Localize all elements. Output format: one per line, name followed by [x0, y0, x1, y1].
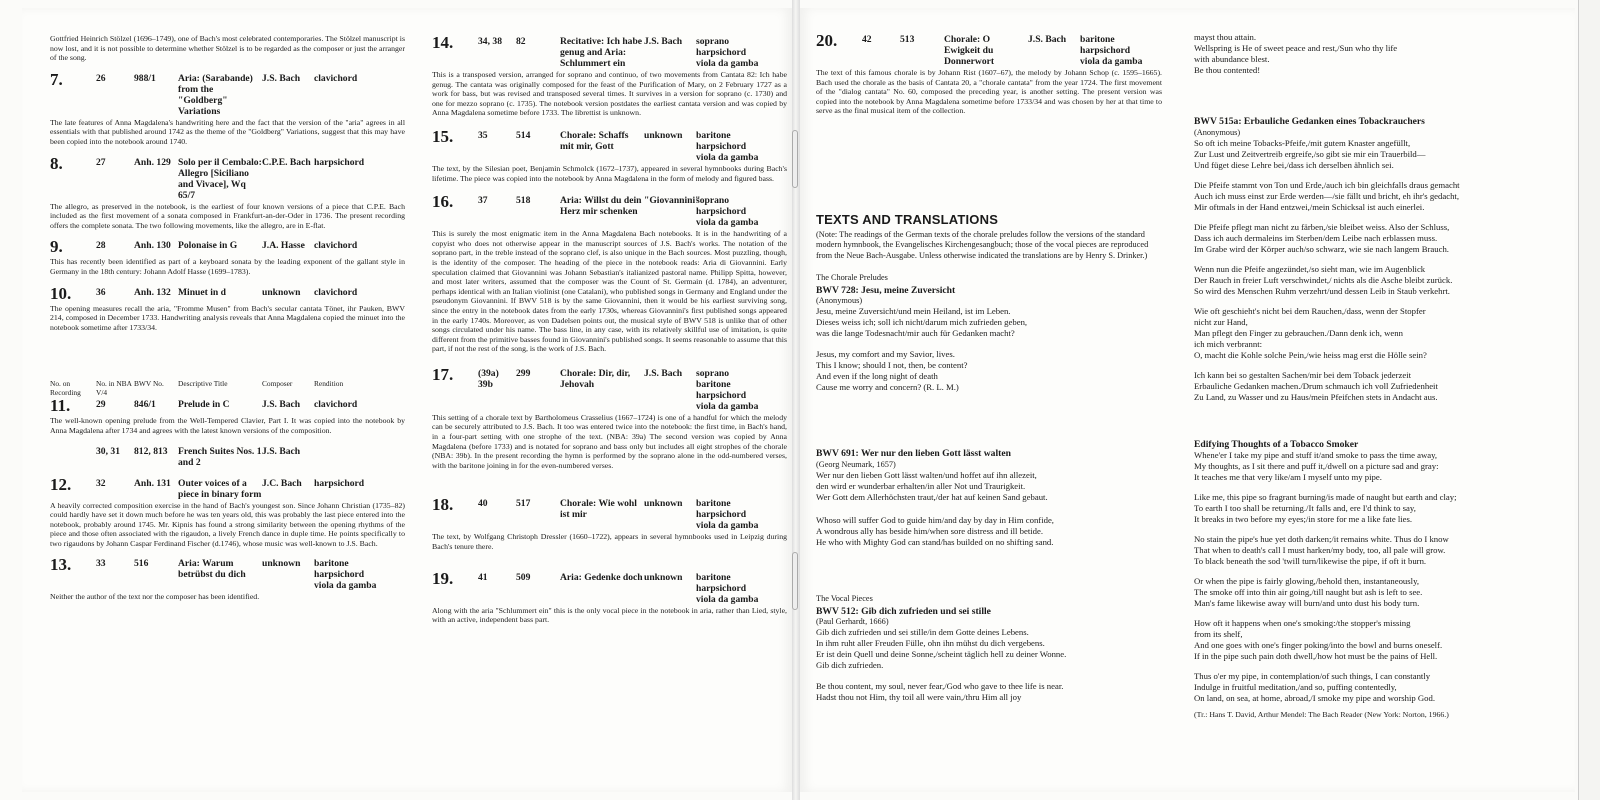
- entry-description: A heavily corrected composition exercise in the hand of Bach's youngest son. Since Johann Christian (1735–82) could hardly have set it down much before he was ten years old, this was probably the last piece entered into the notebook, probably around 1745. Mr. Kipnis has found a strong similarity between the opening rhythms of the piece and those often associated with the rigaudon, a lively French dance in duple time. He points specifically to two rigaudons by Johann Caspar Ferdinand Fischer (d.1746), whose music was well-known to J.S. Bach.: [50, 500, 405, 548]
- track-number: 9.: [50, 237, 63, 257]
- track-entry: [432, 366, 787, 471]
- entry-header: [50, 444, 405, 468]
- nba-number: 33: [96, 558, 106, 570]
- rendition: clavichord: [314, 286, 358, 298]
- texts-note: (Note: The readings of the German texts of the chorale preludes follow the versions of the standard modern hymnbook, the Evangelisches Kirchengesangbuch; those of the vocal pieces are reproduced from the Neue Bach-Ausgabe. Unless otherwise indicated the translations are by Henry S. Drinker.): [816, 229, 1149, 260]
- bwv728-english: Jesus, my comfort and my Savior, lives. This I know; should I not, then, be content? And even if the long night of death Cause me worry and concern? (R. L. M.): [816, 349, 968, 393]
- english-stanza: Or when the pipe is fairly glowing,/behold then, instantaneously, The smoke off into thin air going,/till naught but ash is left to see. Man's fame likewise away will burn/and unto dust his body turn.: [1194, 576, 1423, 608]
- staple-bottom: [792, 552, 798, 610]
- composer: J.S. Bach: [262, 72, 301, 84]
- left-page: [22, 8, 792, 792]
- entry-description: The well-known opening prelude from the Well-Tempered Clavier, Part I. It was copied into the notebook by Anna Magdalena after 1734 and agrees with the latest known versions of the composition.: [50, 416, 405, 435]
- entry-description: The text, by Wolfgang Christoph Dressler (1660–1722), appears in several hymnbooks used in Leipzig during Bach's tenure there.: [432, 532, 787, 552]
- nba-number: 36: [96, 286, 106, 298]
- entry-header: [432, 366, 787, 412]
- rendition: [314, 444, 404, 446]
- column-1: [50, 8, 405, 788]
- nba-number: 27: [96, 156, 106, 168]
- bwv-number: Anh. 132: [134, 286, 171, 298]
- composer: J.S. Bach: [262, 445, 301, 457]
- track-entry: [432, 570, 787, 625]
- bwv-number: 518: [516, 195, 531, 207]
- bwv-number: Anh. 130: [134, 240, 171, 252]
- bwv-number: 846/1: [134, 399, 156, 411]
- piece-title: Chorale: Dir, dir, Jehovah: [560, 367, 631, 390]
- rendition: soprano harpsichord viola da gamba: [696, 36, 759, 69]
- track-number: 13.: [50, 555, 72, 575]
- track-entry: [50, 476, 405, 549]
- entry-header: [50, 155, 405, 201]
- german-stanza: Die Pfeife stammt von Ton und Erde,/auch ich bin gleichfalls draus gemacht Auch ich muss einst zur Erde werden—/sie fällt und bricht, eh ihr's gedacht, Mir oftmals in der Hand entzwei,/mein Schicksal ist auch einerlei.: [1194, 179, 1460, 212]
- rendition: clavichord: [314, 399, 358, 411]
- bwv-number: 513: [900, 34, 915, 45]
- entry-header: [50, 556, 405, 591]
- bwv728-german: Jesu, meine Zuversicht/und mein Heiland, ist im Leben. Dieses weiss ich; soll ich nicht/darum mich zufrieden geben, was die lange Todesnacht/mir auch für Gedanken macht?: [816, 306, 1028, 339]
- track-entry: [816, 32, 1162, 116]
- nba-number: 34, 38: [478, 36, 502, 47]
- english-stanza: Whene'er I take my pipe and stuff it/and smoke to pass the time away, My thoughts, as I sit there and puff it,/dwell on a picture sad and gray: It teaches me that very like/am I myself unto my pipe.: [1194, 450, 1439, 482]
- bwv515a-title: BWV 515a: Erbauliche Gedanken eines Tobackrauchers: [1194, 116, 1425, 127]
- bwv512-german: Gib dich zufrieden und sei stille/in dem Gotte deines Lebens. In ihm ruht aller Freuden Fülle, ohn ihn mühst du dich vergebens. Er ist dein Quell und deine Sonne,/scheint täglich hell zu deiner Wonne. Gib dich zufrieden.: [816, 627, 1067, 671]
- entry-header: [432, 128, 787, 163]
- track-number: 7.: [50, 69, 63, 89]
- track-number: 12.: [50, 474, 72, 494]
- translation-credit: (Tr.: Hans T. David, Arthur Mendel: The Bach Reader (New York: Norton, 1966.): [1194, 710, 1449, 719]
- german-stanza: Die Pfeife pflegt man nicht zu färben,/sie bleibet weiss. Also der Schluss, Dass ich auch dermaleins im Sterben/dem Leibe nach erblassen muss. Im Grabe wird der Körper auch/so schwarz, wie sie nach langem Brauch.: [1194, 221, 1450, 254]
- nba-number: 30, 31: [96, 445, 120, 457]
- bwv728-author: (Anonymous): [816, 296, 863, 306]
- piece-title: Recitative: Ich habe genug and Aria: Schlummert ein: [560, 36, 643, 69]
- entry-description: Neither the author of the text nor the composer has been identified.: [50, 592, 260, 602]
- bwv515a-author: (Anonymous): [1194, 127, 1241, 137]
- entry-header: [50, 285, 405, 303]
- tobacco-english-title: Edifying Thoughts of a Tobacco Smoker: [1194, 438, 1359, 450]
- spine-fold: [792, 0, 800, 800]
- piece-title: Aria: Gedenke doch: [560, 571, 643, 583]
- composer: J.S. Bach: [1028, 34, 1067, 45]
- col-header-title: Descriptive Title: [178, 379, 228, 389]
- track-entry: [432, 128, 787, 183]
- bwv-number: 988/1: [134, 72, 156, 84]
- entry-description: Along with the aria "Schlummert ein" this is the only vocal piece in the notebook in aria, rather than Lied, style, with an active, independent bass part.: [432, 605, 787, 625]
- piece-title: Chorale: Wie wohl ist mir: [560, 498, 637, 521]
- staple-top: [792, 130, 798, 188]
- bwv-number: 82: [516, 36, 526, 47]
- nba-number: 28: [96, 240, 106, 252]
- composer: unknown: [644, 129, 683, 141]
- column-2: [432, 8, 787, 788]
- bwv691-title: BWV 691: Wer nur den lieben Gott lässt walten: [816, 448, 1011, 460]
- track-entry: [432, 193, 787, 354]
- track-entry: [50, 285, 405, 333]
- bwv512-author: (Paul Gerhardt, 1666): [816, 617, 889, 627]
- rendition: soprano harpsichord viola da gamba: [696, 195, 759, 229]
- entry-header: [432, 193, 787, 228]
- chorale-preludes-label: The Chorale Preludes: [816, 272, 888, 282]
- track-entry: [432, 34, 787, 118]
- bwv-number: Anh. 131: [134, 477, 171, 489]
- piece-title: Chorale: O Ewigkeit du Donnerwort: [944, 34, 995, 67]
- track-entry: [50, 444, 405, 468]
- track-number: 11.: [50, 396, 71, 416]
- entry-header: [432, 496, 787, 531]
- texts-section: [816, 212, 1162, 703]
- nba-number: 40: [478, 498, 488, 510]
- entry-header: [50, 397, 405, 415]
- entry-description: This is a transposed version, arranged for soprano and continuo, of two movements from Cantata 82: Ich habe genug. The cantata was originally composed for the feast of the Purification of Mary, on 2 February 1727 as a work for bass, but was revised and transposed several times. It survives in a version for soprano (c. 1730) and one for mezzo soprano (c. 1735). The notebook version postdates the earliest cantata version and was copied by Anna Magdalena sometime before 1733. The librettist is unknown.: [432, 70, 787, 118]
- bwv512-english: Be thou content, my soul, never fear,/God who gave to thee life is near. Hadst thou not Him, thy toil all were vain,/thru Him all joy: [816, 681, 1064, 703]
- nba-number: 32: [96, 477, 106, 489]
- german-stanza: Wie oft geschieht's nicht bei dem Rauchen,/dass, wenn der Stopfer nicht zur Hand, Man pflegt den Finger zu gebrauchen./Dann denk ich, wenn ich mich verbrannt: O, macht die Kohle solche Pein,/wie heiss mag erst die Hölle sein?: [1194, 305, 1427, 360]
- bwv691-german: Wer nur den lieben Gott lässt walten/und hoffet auf ihn allezeit, den wird er wunderbar erhalten/in aller Not und Traurigkeit. Wer Gott dem Allerhöchsten traut,/der hat auf keinen Sand gebaut.: [816, 469, 1048, 502]
- piece-title: Polonaise in G: [178, 240, 238, 252]
- piece-title: French Suites Nos. 1 and 2: [178, 445, 262, 468]
- bwv-number: 812, 813: [134, 445, 168, 457]
- track-number: 14.: [432, 33, 454, 52]
- composer: C.P.E. Bach: [262, 156, 311, 168]
- col-header-composer: Composer: [262, 379, 293, 389]
- page-edge: [1578, 0, 1600, 800]
- composer: J.C. Bach: [262, 477, 302, 489]
- piece-title: Minuet in d: [178, 286, 226, 298]
- col-header-bwv: BWV No.: [134, 379, 164, 389]
- bwv-number: 516: [134, 558, 149, 570]
- german-stanza: Wenn nun die Pfeife angezündet,/so sieht man, wie im Augenblick Der Rauch in freier Luft verschwindet,/ nichts als die Asche bleibt zurück. So wird des Menschen Ruhm verzehrt/und dessen Leib in Staub verkehrt.: [1194, 263, 1453, 296]
- track-number: 10.: [50, 283, 72, 303]
- entry-description: The text, by the Silesian poet, Benjamin Schmolck (1672–1737), appeared in several hymnbooks during Bach's lifetime. The piece was copied into the notebook by Anna Magdalena in the form of melody and figured bass.: [432, 163, 787, 183]
- track-entry: [50, 556, 405, 602]
- track-number: 18.: [432, 495, 454, 515]
- column-4: [1194, 8, 1539, 788]
- col-header-nba: No. in NBA V/4: [96, 379, 132, 397]
- piece-title: Solo per il Cembalo: Allegro [Siciliano and Vivace], Wq 65/7: [178, 156, 262, 201]
- composer: unknown: [262, 286, 301, 298]
- nba-number: 26: [96, 72, 106, 84]
- track-entry: [50, 397, 405, 435]
- english-stanza: Like me, this pipe so fragrant burning/is made of naught but earth and clay; To earth I too shall be returning./It falls and, ere I'd think to say, It breaks in two before my eyes;/in store for me a like fate lies.: [1194, 492, 1457, 524]
- column-3: [816, 8, 1162, 788]
- composer: unknown: [262, 558, 301, 570]
- bwv-number: 517: [516, 498, 531, 510]
- right-page: [800, 8, 1575, 792]
- bwv691-english: Whoso will suffer God to guide him/and day by day in Him confide, A wondrous ally has beside him/when sore distress and ill betide. He who with Mighty God can stand/has builded on no shifting sand.: [816, 514, 1054, 547]
- track-number: 20.: [816, 31, 838, 50]
- entry-header: [50, 476, 405, 500]
- track-entry: [432, 496, 787, 551]
- track-entry: [50, 238, 405, 276]
- piece-title: Aria: (Sarabande) from the "Goldberg" Variations: [178, 72, 253, 117]
- nba-number: (39a) 39b: [478, 367, 499, 390]
- entry-header: [432, 570, 787, 605]
- track-number: 19.: [432, 568, 454, 588]
- track-number: 17.: [432, 364, 454, 384]
- rendition: baritone harpsichord viola da gamba: [1080, 34, 1143, 67]
- rendition: harpsichord: [314, 156, 365, 168]
- rendition: soprano baritone harpsichord viola da gamba: [696, 367, 759, 412]
- bwv512-continuation: mayst thou attain. Wellspring is He of sweet peace and rest,/Sun who thy life with abundance blest. Be thou contented!: [1194, 32, 1398, 75]
- track-number: 8.: [50, 153, 63, 173]
- bwv-number: 299: [516, 367, 531, 379]
- bwv691-author: (Georg Neumark, 1657): [816, 459, 896, 469]
- entry-header: [50, 238, 405, 256]
- col-header-no: No. on Recording: [50, 379, 81, 397]
- entry-description: This is surely the most enigmatic item in the Anna Magdalena Bach notebooks. It is in the handwriting of a copyist who does not otherwise appear in the manuscript sources of J.S. Bach's works. The notation of the soprano part, in the treble instead of the soprano clef, is also unique in the Bach sources. Most puzzling, though, is the identity of the composer. The heading of the piece in the notebook reads: Aria di Giovannini. Early speculation claimed that Giovannini was Johann Sebastian's italianized pastoral name. Philipp Spitta, however, and most later writers, assumed that the composer was the Count of St. Germain (d. 1784), an adventurer, perhaps identical with an Italian violinist (one Catalani), who published songs in Germany and England under the pseudonym Giovannini. If BWV 518 is by the same Giovannini, then it would be his earliest surviving song, since the entry in the notebook dates from the early 1730s, whereas Giovannini's first published songs appeared in the early 1740s. Moreover, as von Dadelsen points out, the musical style of BWV 518 is unlike that of other songs circulated under his name. The bass line, in any case, with its relatively skillful use of imitation, is quite different from the primitive basses found in Giovannini's published songs. It seems reasonable to assume that this part, if not the rest of the song, is the work of J.S. Bach.: [432, 229, 787, 354]
- composer: "Giovannini": [644, 195, 701, 207]
- piece-title: Outer voices of a piece in binary form: [178, 477, 262, 500]
- rendition: baritone harpsichord viola da gamba: [314, 558, 377, 592]
- rendition: clavichord: [314, 72, 358, 84]
- piece-title: Chorale: Schaffs mit mir, Gott: [560, 129, 629, 152]
- piece-title: Aria: Willst du dein Herz mir schenken: [560, 195, 642, 218]
- rendition: baritone harpsichord viola da gamba: [696, 571, 759, 605]
- entry-description: The text of this famous chorale is by Johann Rist (1607–67), the melody by Johann Schop (c. 1595–1665). Bach used the chorale as the basis of Cantata 20, a "chorale cantata" from the year 1724. The first movement of the "dialog cantata" No. 60, composed the preceding year, is another setting. The present version was copied into the notebook by Anna Magdalena sometime before 1733/34 and was chosen by her at that time to serve as the final musical item of the collection.: [816, 68, 1162, 116]
- english-stanza: How oft it happens when one's smoking:/the stopper's missing from its shelf, And one goes with one's finger poking/into the bowl and burns oneself. If in the pipe such pain doth dwell,/how hot must be the pains of Hell.: [1194, 618, 1443, 661]
- nba-number: 29: [96, 399, 106, 411]
- bwv-number: 514: [516, 129, 531, 141]
- composer: unknown: [644, 571, 683, 583]
- rendition: clavichord: [314, 240, 358, 252]
- entry-description: This has recently been identified as part of a keyboard sonata by the leading exponent of the gallant style in Germany in the 18th century: Johann Adolf Hasse (1699–1783).: [50, 257, 405, 276]
- composer: J.S. Bach: [644, 36, 683, 47]
- track-number: 15.: [432, 126, 454, 146]
- track-entry: [50, 71, 405, 147]
- piece-title: Prelude in C: [178, 399, 230, 411]
- entry-description: This setting of a chorale text by Bartholomeus Crasselius (1667–1724) is one of a handful for which the melody can be securely attributed to J.S. Bach. It too was entered twice into the notebook: the first time, in Bach's hand, in a four-part setting with one strophe of the text. (NBA: 39a) The second version was copied by Anna Magdalena (before 1733) and is notated for soprano and bass only but includes all eight strophes of the chorale (NBA: 39b). In the present recording the hymn is performed by the soprano alone in the odd-numbered verses, with the baritone joining in for the even-numbered verses.: [432, 412, 787, 470]
- vocal-pieces-label: The Vocal Pieces: [816, 593, 873, 603]
- english-stanza: Thus o'er my pipe, in contemplation/of such things, I can constantly Indulge in fruitful meditation,/and so, puffing contentedly, On land, on sea, at home, abroad,/I smoke my pipe and worship God.: [1194, 671, 1436, 703]
- nba-number: 35: [478, 129, 488, 141]
- nba-number: 37: [478, 195, 488, 207]
- german-stanza: So oft ich meine Tobacks-Pfeife,/mit gutem Knaster angefüllt, Zur Lust und Zeitvertreib ergreife,/so gibt sie mir ein Trauerbild— Und füget diese Lehre bei,/dass ich derselben ähnlich sei.: [1194, 137, 1426, 170]
- composer: J.S. Bach: [644, 367, 683, 379]
- texts-heading: TEXTS AND TRANSLATIONS: [816, 211, 999, 227]
- rendition: harpsichord: [314, 477, 365, 489]
- bwv512-title: BWV 512: Gib dich zufrieden und sei stille: [816, 605, 991, 617]
- col-header-rendition: Rendition: [314, 379, 344, 389]
- entry-header: [50, 71, 405, 117]
- bwv-number: 509: [516, 571, 531, 583]
- column-header-row: [50, 380, 405, 397]
- composer: unknown: [644, 498, 683, 510]
- entry-description: The late features of Anna Magdalena's handwriting here and the fact that the version of the "aria" agrees in all essentials with that published around 1742 as the theme of the "Goldberg" Variations, suggest that this may have been copied into the notebook around 1740.: [50, 117, 405, 146]
- entry-description: The allegro, as preserved in the notebook, is the earliest of four known versions of a piece that C.P.E. Bach included as the first movement of a sonata composed in Frankfurt-an-der-Oder in 1736. The present recording offers the complete sonata. The two following movements, like the allegro, are in E-flat.: [50, 201, 405, 230]
- entry-description: The opening measures recall the aria, "Fromme Musen" from Bach's secular cantata Tönet, ihr Pauken, BWV 214, composed in December 1733. Handwriting analysis reveals that Anna Magdalena copied the minuet into the notebook sometime after 1733/34.: [50, 303, 405, 332]
- track-entry: [50, 155, 405, 231]
- entry-header: [816, 32, 1162, 67]
- bwv728-title: BWV 728: Jesu, meine Zuversicht: [816, 284, 956, 296]
- nba-number: 41: [478, 571, 488, 583]
- english-stanza: No stain the pipe's hue yet doth darken;/it remains white. Thus do I know That when to death's call I must harken/my body, too, all pale will grow. To black beneath the sod 'twill turn/likewise the pipe, if oft it burn.: [1194, 534, 1449, 566]
- composer: J.S. Bach: [262, 399, 301, 411]
- intro-text: Gottfried Heinrich Stölzel (1696–1749), one of Bach's most celebrated contemporaries. The Stölzel manuscript is now lost, and it is not possible to determine whether Stölzel is to be regarded as the composer or just the arranger of the song.: [50, 34, 405, 63]
- rendition: baritone harpsichord viola da gamba: [696, 498, 759, 532]
- entry-header: [432, 34, 787, 69]
- nba-number: 42: [862, 34, 872, 45]
- piece-title: Aria: Warum betrübst du dich: [178, 558, 246, 581]
- german-stanza: Ich kann bei so gestalten Sachen/mir bei dem Toback jederzeit Erbauliche Gedanken machen./Drum schmauch ich voll Zufriedenheit Zu Land, zu Wasser und zu Haus/mein Pfeifchen stets in Andacht aus.: [1194, 369, 1438, 402]
- rendition: baritone harpsichord viola da gamba: [696, 129, 759, 163]
- track-number: 16.: [432, 192, 454, 212]
- bwv-number: Anh. 129: [134, 156, 171, 168]
- composer: J.A. Hasse: [262, 240, 305, 252]
